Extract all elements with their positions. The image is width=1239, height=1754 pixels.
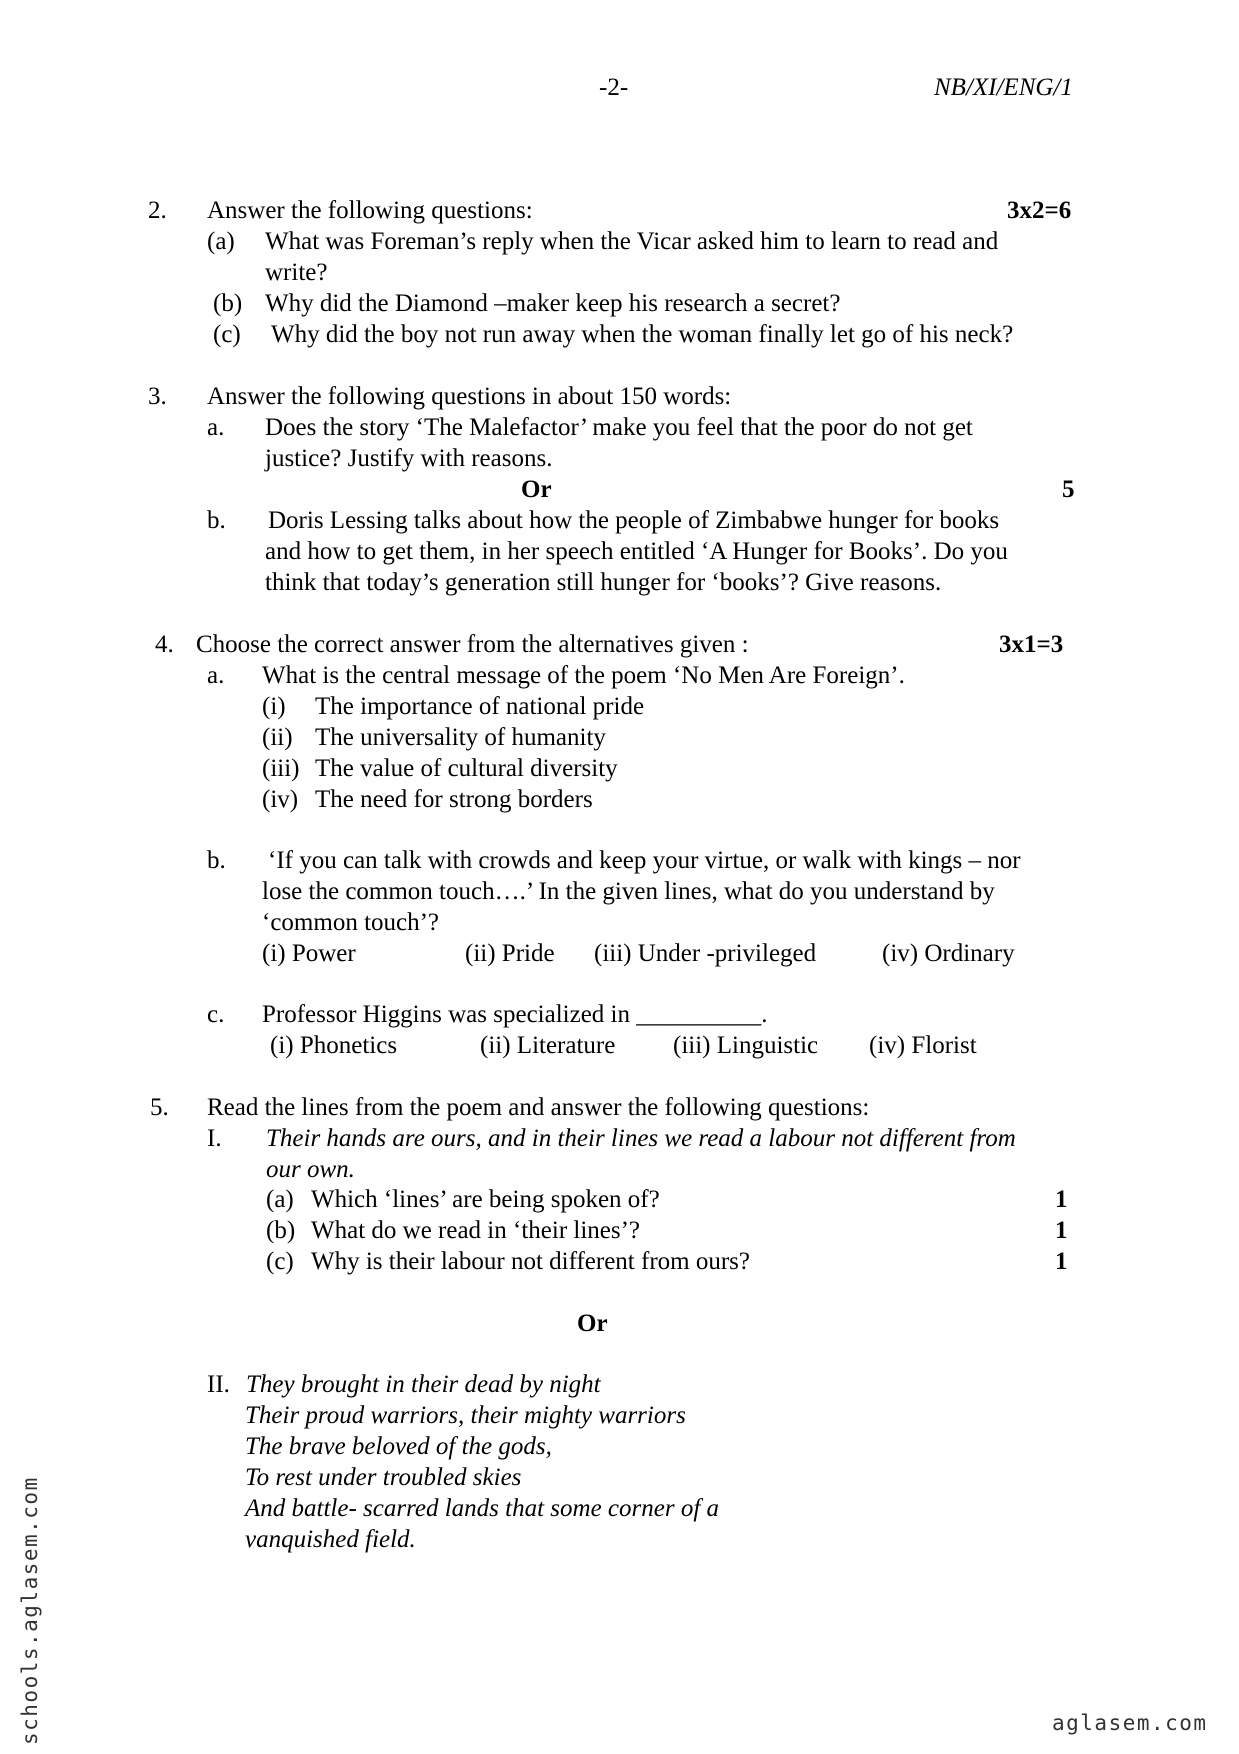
sub-marks: 1	[1055, 1248, 1068, 1275]
sub-question-text: write?	[265, 259, 328, 286]
poem-line: The brave beloved of the gods,	[245, 1433, 552, 1460]
option-text: The need for strong borders	[315, 786, 593, 813]
option-number: (iv)	[262, 786, 299, 813]
bottom-watermark: aglasem.com	[1052, 1711, 1208, 1735]
sub-label: (a)	[207, 228, 235, 255]
question-title: Answer the following questions in about 150 words:	[207, 383, 732, 410]
sub-question-text: ‘common touch’?	[262, 909, 440, 936]
extract-text: our own.	[266, 1156, 355, 1183]
sub-question-text: Why is their labour not different from ours?	[311, 1248, 751, 1275]
poem-line: They brought in their dead by night	[246, 1371, 601, 1398]
sub-question-text: What do we read in ‘their lines’?	[311, 1217, 641, 1244]
sub-label: (b)	[266, 1217, 296, 1244]
extract-label: II.	[207, 1371, 230, 1398]
poem-line: vanquished field.	[245, 1526, 416, 1553]
option: (iv) Ordinary	[882, 940, 1015, 967]
page-number: -2-	[599, 74, 629, 101]
question-marks: 3x1=3	[999, 631, 1064, 658]
sub-label: c.	[207, 1001, 225, 1028]
sub-question-text: and how to get them, in her speech entitled ‘A Hunger for Books’. Do you	[265, 538, 1008, 565]
option: (i) Phonetics	[270, 1032, 398, 1059]
sub-question-text: Why did the boy not run away when the woman finally let go of his neck?	[271, 321, 1014, 348]
option-number: (i)	[262, 693, 286, 720]
sub-question-text: What is the central message of the poem ‘No Men Are Foreign’.	[262, 662, 905, 689]
sub-label: (c)	[266, 1248, 294, 1275]
question-number: 2.	[148, 197, 167, 224]
option-number: (iii)	[262, 755, 300, 782]
option: (iii) Under -privileged	[594, 940, 817, 967]
sub-label: a.	[207, 662, 225, 689]
option-number: (ii)	[262, 724, 293, 751]
question-title: Choose the correct answer from the alternatives given :	[196, 631, 749, 658]
option: (iii) Linguistic	[673, 1032, 819, 1059]
question-title: Read the lines from the poem and answer the following questions:	[207, 1094, 870, 1121]
sub-marks: 1	[1055, 1217, 1068, 1244]
side-watermark: schools.aglasem.com	[18, 1476, 42, 1745]
poem-line: And battle- scarred lands that some corner of a	[245, 1495, 720, 1522]
option-text: The value of cultural diversity	[315, 755, 618, 782]
sub-label: b.	[207, 847, 226, 874]
sub-question-text: justice? Justify with reasons.	[265, 445, 553, 472]
sub-marks: 1	[1055, 1186, 1068, 1213]
extract-text: Their hands are ours, and in their lines we read a labour not different from	[266, 1125, 1016, 1152]
sub-question-text: Which ‘lines’ are being spoken of?	[311, 1186, 660, 1213]
option-text: The universality of humanity	[315, 724, 606, 751]
sub-label: (c)	[213, 321, 241, 348]
question-number: 3.	[148, 383, 167, 410]
sub-label: (b)	[213, 290, 243, 317]
poem-line: Their proud warriors, their mighty warriors	[245, 1402, 686, 1429]
or-separator: Or	[577, 1310, 608, 1337]
sub-label: a.	[207, 414, 225, 441]
sub-question-text: Doris Lessing talks about how the people of Zimbabwe hunger for books	[268, 507, 1000, 534]
question-number: 5.	[150, 1094, 169, 1121]
option: (i) Power	[262, 940, 356, 967]
option: (ii) Literature	[480, 1032, 616, 1059]
question-marks: 5	[1062, 476, 1075, 503]
extract-label: I.	[207, 1125, 222, 1152]
question-number: 4.	[155, 631, 174, 658]
question-title: Answer the following questions:	[207, 197, 533, 224]
option: (ii) Pride	[465, 940, 555, 967]
sub-question-text: Does the story ‘The Malefactor’ make you feel that the poor do not get	[265, 414, 973, 441]
option: (iv) Florist	[869, 1032, 977, 1059]
sub-question-text: What was Foreman’s reply when the Vicar asked him to learn to read and	[265, 228, 999, 255]
poem-line: To rest under troubled skies	[245, 1464, 522, 1491]
sub-question-text: Professor Higgins was specialized in __________.	[262, 1001, 768, 1028]
sub-question-text: think that today’s generation still hunger for ‘books’? Give reasons.	[265, 569, 942, 596]
sub-question-text: Why did the Diamond –maker keep his research a secret?	[265, 290, 841, 317]
question-marks: 3x2=6	[1007, 197, 1072, 224]
sub-label: (a)	[266, 1186, 294, 1213]
option-text: The importance of national pride	[315, 693, 645, 720]
paper-code: NB/XI/ENG/1	[934, 74, 1073, 101]
or-separator: Or	[521, 476, 552, 503]
sub-label: b.	[207, 507, 226, 534]
sub-question-text: lose the common touch….’ In the given lines, what do you understand by	[262, 878, 995, 905]
sub-question-text: ‘If you can talk with crowds and keep your virtue, or walk with kings – nor	[268, 847, 1021, 874]
